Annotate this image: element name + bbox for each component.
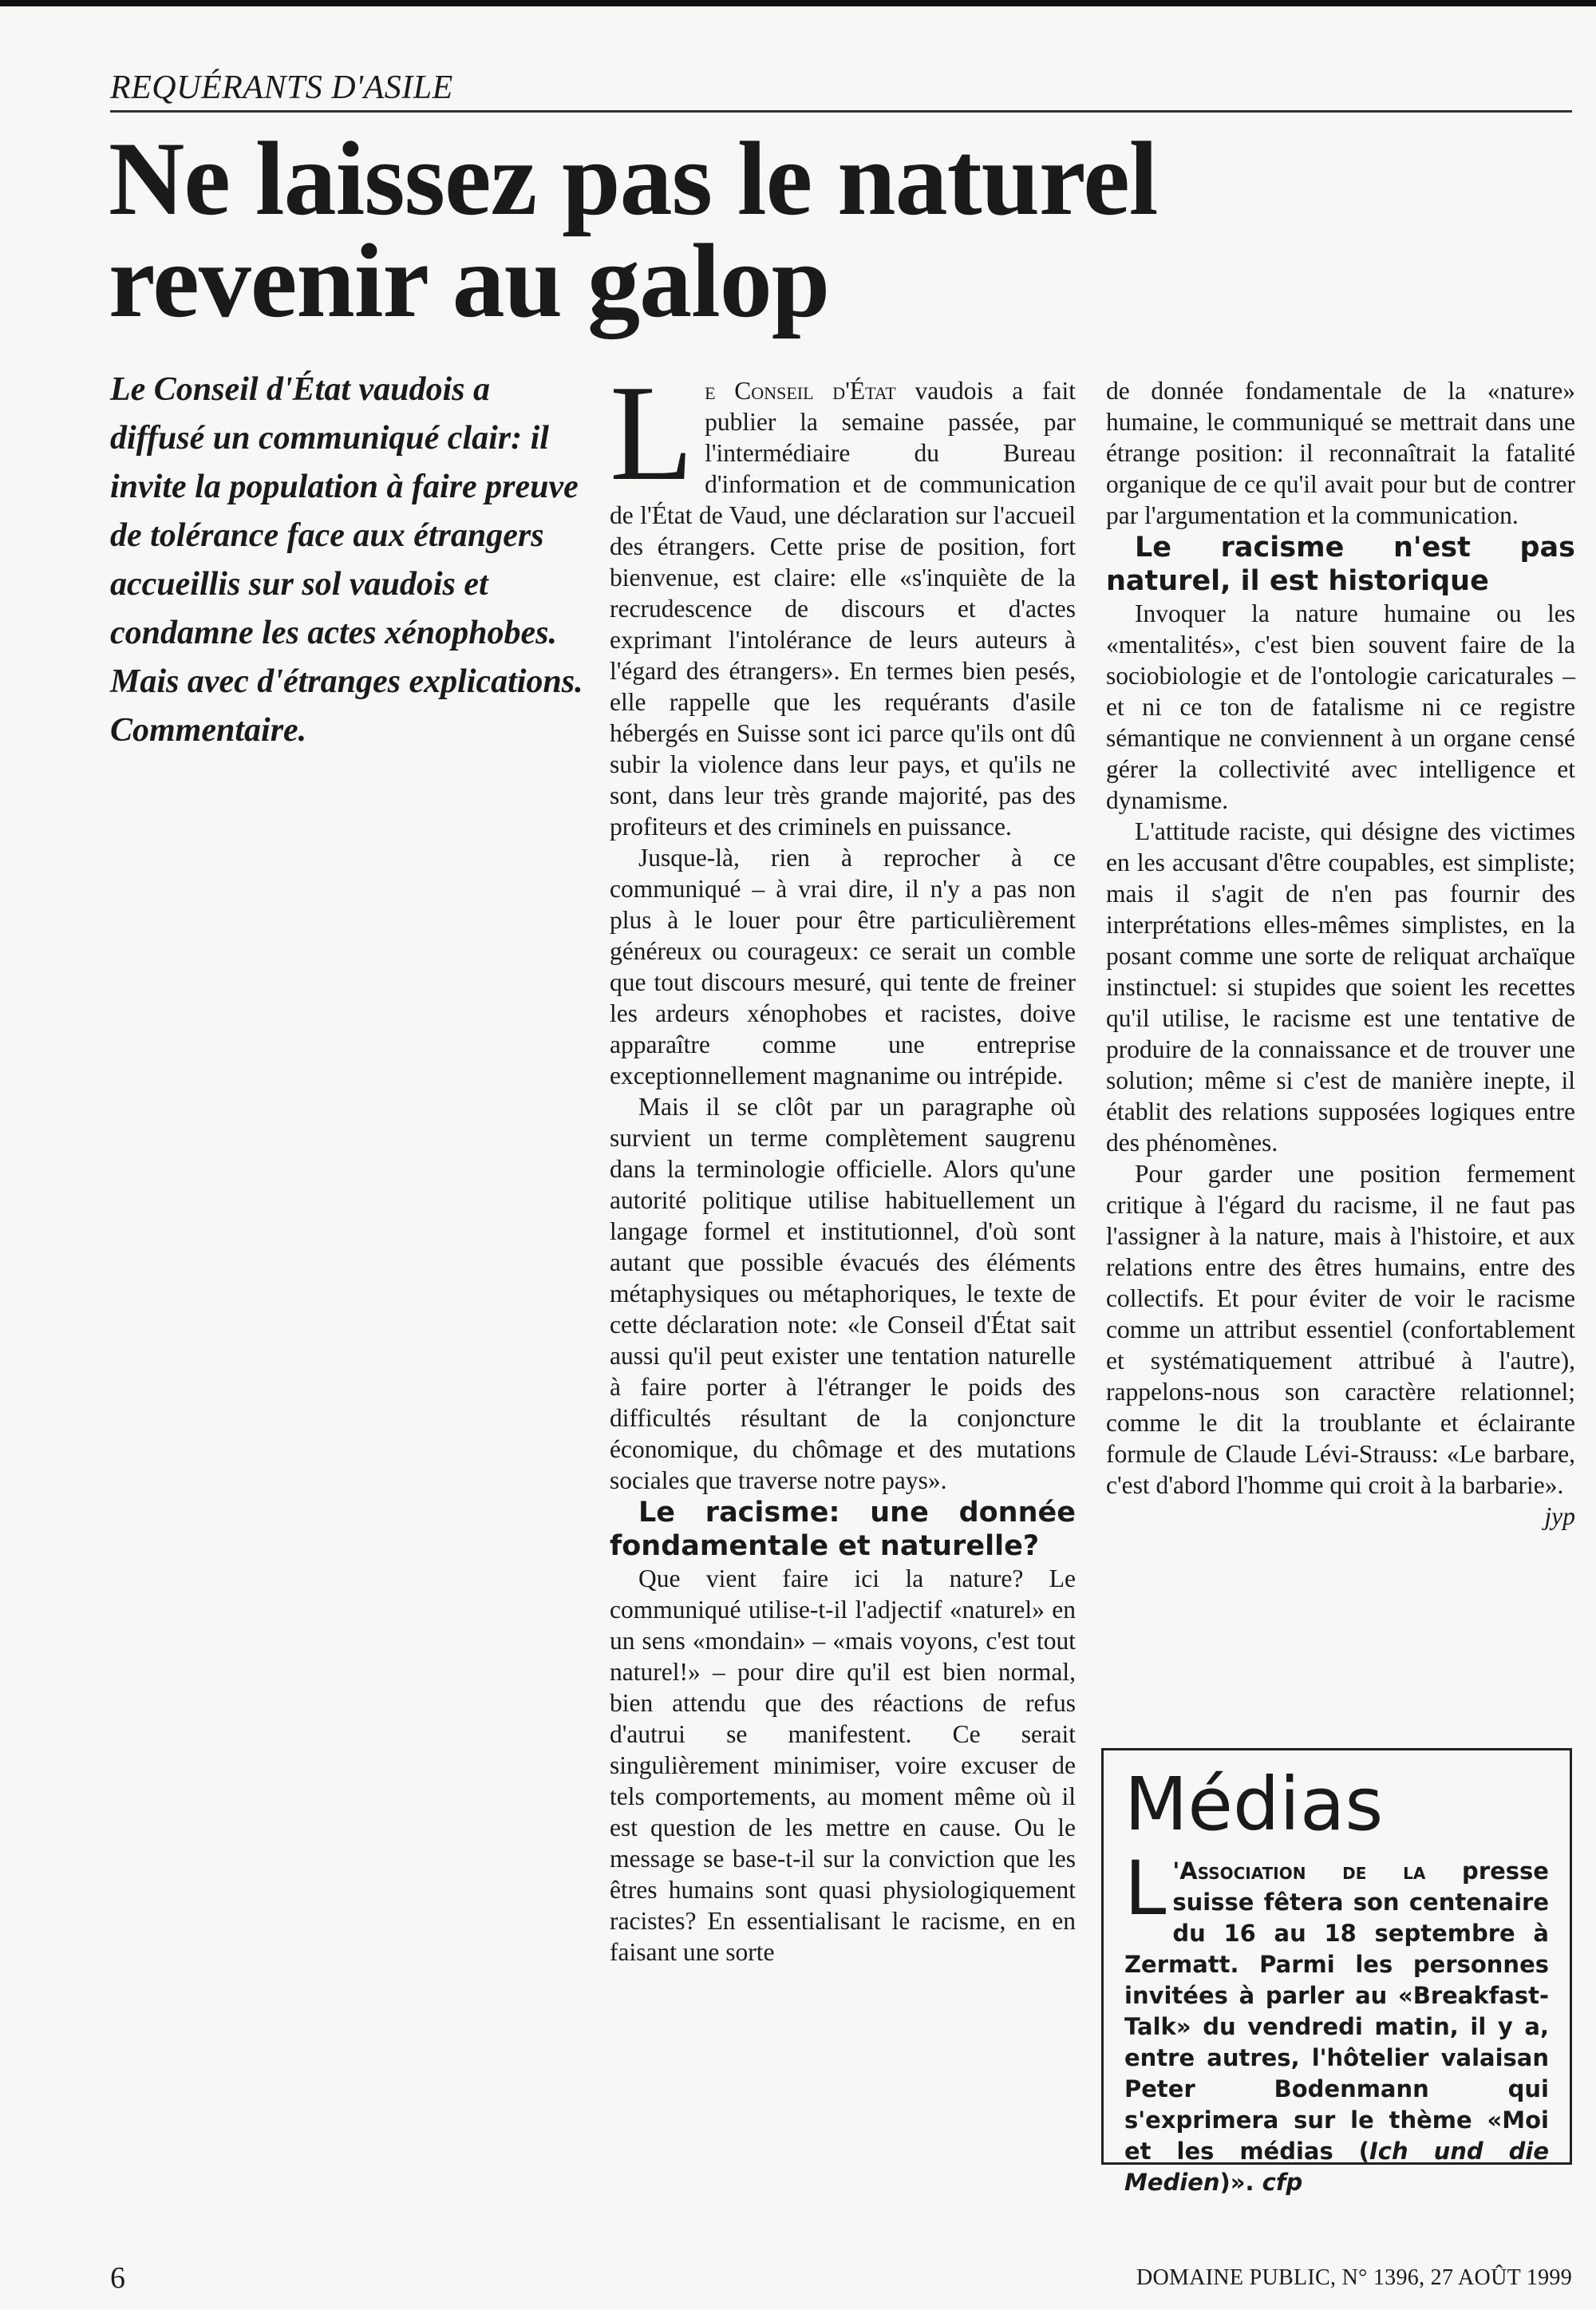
article-paragraph: Que vient faire ici la nature? Le communiqué utilise-t-il l'adjectif «naturel» en un sens «mondain» – «mais voyons, c'est tout naturel!» – pour dire qu'il est bien normal, bien attendu que des réactions de refus d'autrui se manifestent. Ce serait singulièrement minimiser, voire excuser de tels comportements, au moment même où il est question de les mettre en cause. Ou le message se base-t-il sur la conviction que les êtres humains sont quasi physiologiquement racistes? En essentialisant le racisme, en en faisant une sorte: [610, 1564, 1076, 1966]
opening-small-caps: e Conseil d'État: [705, 377, 896, 405]
article-paragraph: Jusque-là, rien à reprocher à ce communiqué – à vrai dire, il n'y a pas non plus à le louer pour être particulièrement généreux ou courageux: ce serait un comble que tout discours mesuré, qui tente de freiner les ardeurs xénophobes et racistes, doive apparaître comme une entreprise exceptionnellement magnanime ou intrépide.: [610, 844, 1076, 1090]
subheading: Le racisme n'est pas naturel, il est historique: [1106, 532, 1575, 597]
article-column-middle: [610, 358, 1076, 1968]
author-signature: jyp: [1544, 1502, 1575, 1530]
article-column-right: [1106, 375, 1575, 1532]
headline-line-1: Ne laissez pas le naturel: [109, 120, 1158, 237]
sidebar-box-medias: [1101, 1748, 1572, 2196]
article-paragraph: Invoquer la nature humaine ou les «mentalités», c'est bien souvent faire de la sociobiologie et de l'ontologie caricaturales – et ni ce ton de fatalisme ni ce registre sémantique ne conviennent à un organe censé gérer la collectivité avec intelligence et dynamisme.: [1106, 599, 1575, 814]
top-rule: [0, 0, 1596, 6]
subheading: Le racisme: une donnée fondamentale et naturelle?: [610, 1497, 1076, 1562]
sidebar-title: Médias: [1124, 1762, 1384, 1847]
publication-footer: DOMAINE PUBLIC, N° 1396, 27 AOÛT 1999: [1136, 2265, 1572, 2290]
headline-line-2: revenir au galop: [109, 222, 830, 339]
section-rubric: REQUÉRANTS D'ASILE: [110, 69, 453, 106]
article-paragraph: L'attitude raciste, qui désigne des victimes en les accusant d'être coupables, est simpliste; mais il s'agit de n'en pas fournir des interprétations elles-mêmes simplistes, en la posant comme une sorte de reliquat archaïque instinctuel: si stupides que soient les recettes qu'il utilise, le racisme est une tentative de produire de la connaissance et de trouver une solution; même si c'est de manière inepte, il établit des relations supposées logiques entre des phénomènes.: [1106, 817, 1575, 1157]
page-number: 6: [110, 2261, 125, 2295]
italic-title: Ich und die Medien: [1124, 2138, 1549, 2196]
drop-cap: L: [610, 358, 694, 509]
headline: [109, 120, 1385, 339]
rubric-divider: [110, 110, 1572, 113]
sidebar-text: L 'Association de la presse suisse fêtera son centenaire du 16 au 18 septembre à Zermatt. Parmi les personnes invitées à parler au «Breakfast-Talk» du vendredi matin, il y a, entre autres, l'hôtelier valaisan Peter Bodenmann qui s'exprimera sur le thème «Moi et les médias (Ich und die Medien)». cfp: [1124, 1845, 1549, 2196]
article-paragraph: Mais il se clôt par un paragraphe où survient un terme complètement saugrenu dans la terminologie officielle. Alors qu'une autorité politique utilise habituellement un langage formel et institutionnel, d'où sont autant que possible évacués des éléments métaphysiques ou métaphoriques, le texte de cette déclaration note: «le Conseil d'État sait aussi qu'il peut exister une tentation naturelle à faire porter à l'étranger le poids des difficultés résultant de la conjoncture économique, du chômage et des mutations sociales que traverse notre pays».: [610, 1093, 1076, 1494]
article-paragraph: Pour garder une position fermement critique à l'égard du racisme, il ne faut pas l'assigner à la nature, mais à l'histoire, et aux relations entre des êtres humains, entre des collectifs. Et pour éviter de voir le racisme comme un attribut essentiel (confortablement et systématiquement attribué à l'autre), rappelons-nous son caractère relationnel; comme le dit la troublante et éclairante formule de Claude Lévi-Strauss: «Le barbare, c'est d'abord l'homme qui croit à la barbarie». jyp: [1106, 1160, 1575, 1530]
sidebar-drop-cap: L: [1124, 1845, 1167, 1932]
article-paragraph: Le Conseil d'État vaudois a fait publier la semaine passée, par l'intermédiaire du Bureau d'information et de communication de l'État de Vaud, une déclaration sur l'accueil des étrangers. Cette prise de position, fort bienvenue, est claire: elle «s'inquiète de la recrudescence de discours et d'actes exprimant l'intolérance de leurs auteurs à l'égard des étrangers». En termes bien pesés, elle rappelle que les requérants d'asile hébergés en Suisse sont ici parce qu'ils ont dû subir la violence dans leur pays, et qu'ils ne sont, dans leur très grande majorité, pas des profiteurs et des criminels en puissance.: [610, 358, 1076, 841]
sidebar-signature: cfp: [1262, 2169, 1303, 2196]
article-paragraph-continued: de donnée fondamentale de la «nature» humaine, le communiqué se mettrait dans une étrange position: il reconnaîtrait la fatalité organique de ce qu'il avait pour but de contrer par l'argumentation et la communication.: [1106, 377, 1575, 529]
lead-paragraph: Le Conseil d'État vaudois a diffusé un communiqué clair: il invite la population à faire preuve de tolérance face aux étrangers accueillis sur sol vaudois et condamne les actes xénophobes. Mais avec d'étranges explications. Commentaire.: [110, 371, 583, 749]
